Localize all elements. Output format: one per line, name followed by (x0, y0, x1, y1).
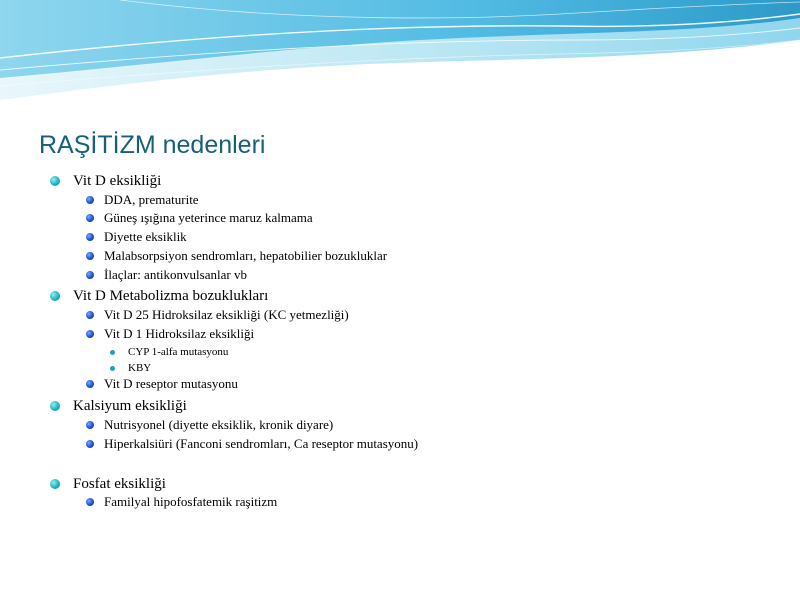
bullet-text: Diyette eksiklik (104, 229, 187, 244)
bullet-text: Vit D Metabolizma bozuklukları (73, 288, 269, 304)
bullet-text: CYP 1-alfa mutasyonu (128, 346, 229, 358)
bullet-dot-icon (86, 498, 94, 506)
bullet-dot-icon (86, 252, 94, 260)
bullet-dot-icon (86, 311, 94, 319)
bullet-dot-icon (86, 233, 94, 241)
bullet-dot-icon (50, 291, 60, 301)
bullet-text: KBY (128, 362, 152, 374)
bullet-dot-icon (86, 271, 94, 279)
bullet-text: Güneş ışığına yeterince maruz kalmama (104, 210, 313, 225)
bullet-text: Vit D eksikliği (73, 173, 162, 189)
bullet-dot-icon (86, 380, 94, 388)
bullet-dot-icon (86, 421, 94, 429)
bullet-dot-icon (50, 479, 60, 489)
bullet-text: Vit D 1 Hidroksilaz eksikliği (104, 326, 255, 341)
bullet-text: İlaçlar: antikonvulsanlar vb (104, 267, 247, 282)
header-wave-decoration (0, 0, 800, 110)
bullet-text: Kalsiyum eksikliği (73, 398, 187, 414)
slide-title: RAŞİTİZM nedenleri (39, 131, 266, 159)
bullet-dot-icon (110, 350, 115, 355)
bullet-text: Vit D 25 Hidroksilaz eksikliği (KC yetmezliği) (104, 307, 349, 322)
bullet-dot-icon (50, 401, 60, 411)
bullet-dot-icon (86, 440, 94, 448)
bullet-dot-icon (86, 330, 94, 338)
bullet-text: Hiperkalsiüri (Fanconi sendromları, Ca reseptor mutasyonu) (104, 436, 419, 451)
bullet-text: Fosfat eksikliği (73, 476, 166, 492)
bullet-text: Vit D reseptor mutasyonu (104, 376, 238, 391)
bullet-text: Nutrisyonel (diyette eksiklik, kronik diyare) (104, 417, 334, 432)
bullet-dot-icon (86, 196, 94, 204)
bullet-dot-icon (110, 366, 115, 371)
bullet-dot-icon (50, 176, 60, 186)
bullet-text: Malabsorpsiyon sendromları, hepatobilier bozukluklar (104, 248, 388, 263)
bullet-dot-icon (86, 214, 94, 222)
bullet-text: DDA, prematurite (104, 192, 199, 207)
bullet-text: Familyal hipofosfatemik raşitizm (104, 494, 278, 509)
